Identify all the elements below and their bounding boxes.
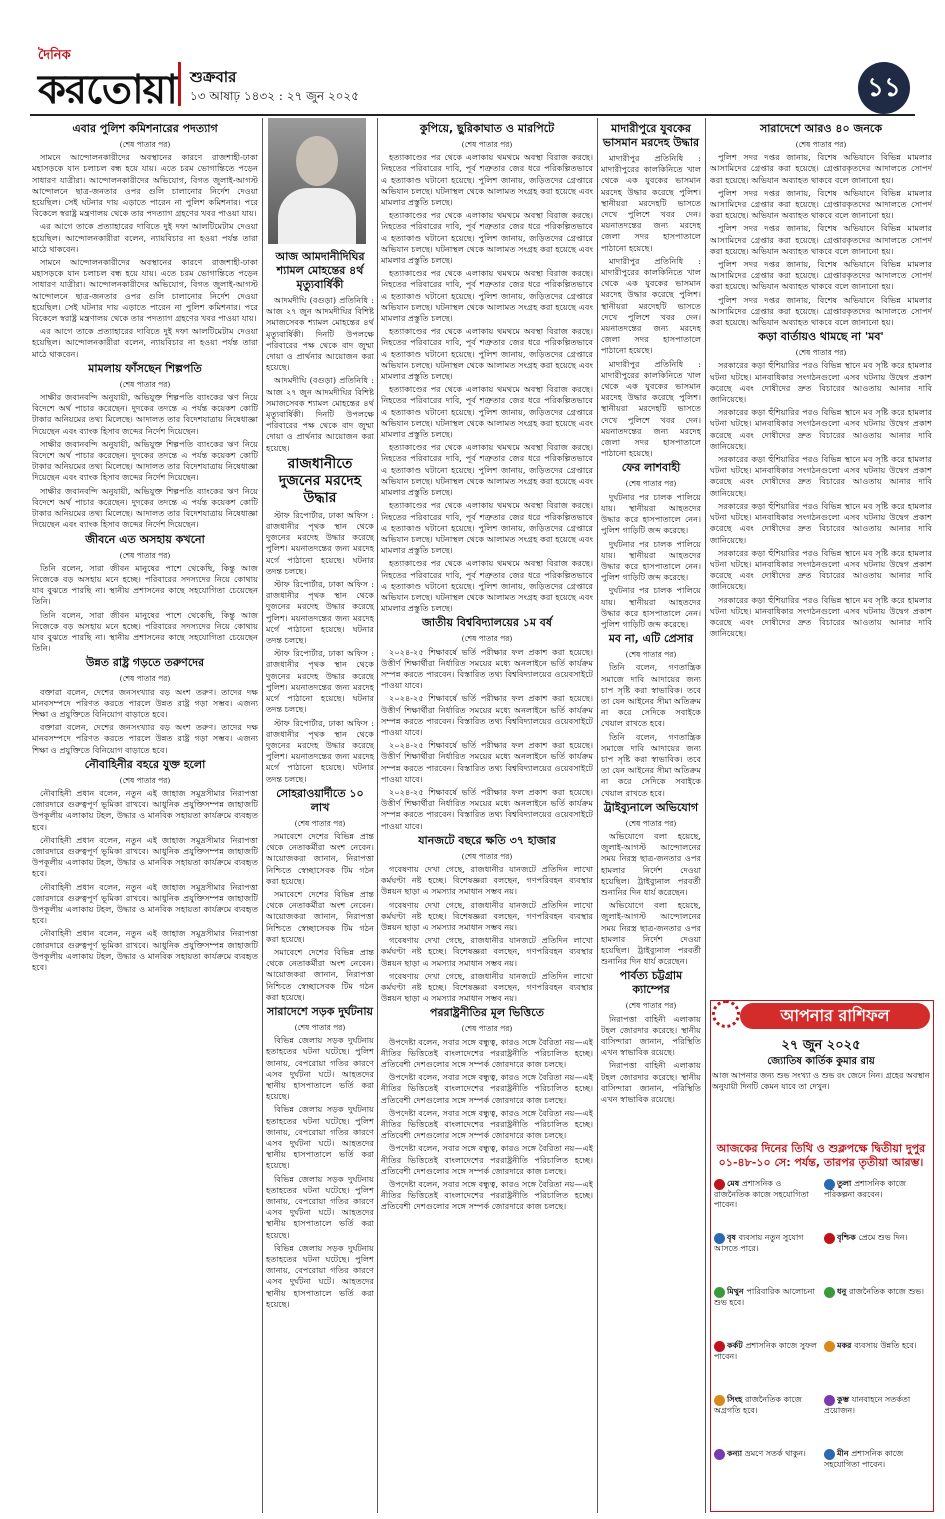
continued-label: (শেষ পাতার পর)	[795, 140, 847, 149]
article-body: তিনি বলেন, সারা জীবন মানুষের পাশে থেকেছি, কিন্তু আজ নিজেকে বড় অসহায় মনে হচ্ছে। পরিবারের সদস্যদের নিয়ে কোথায় যাব বুঝতে পারছি না। স্থানীয় প্রশাসনের কাছে সহযোগিতা চেয়েছেন তিনি।	[32, 562, 258, 607]
zodiac-sign-name: ধনু	[837, 1286, 850, 1296]
column-5	[710, 120, 932, 995]
zodiac-sign-name: মকর	[837, 1340, 855, 1350]
article-body: ২০২৪-২৫ শিক্ষাবর্ষে ভর্তি পরীক্ষার ফল প্রকাশ করা হয়েছে। উত্তীর্ণ শিক্ষার্থীরা নির্ধারিত সময়ের মধ্যে অনলাইনে ভর্তি কার্যক্রম সম্পন্ন করতে পারবেন। বিস্তারিত তথ্য বিশ্ববিদ্যালয়ের ওয়েবসাইটে পাওয়া যাবে।	[381, 740, 593, 784]
masthead-rule	[30, 114, 915, 116]
article-body: সরকারের কড়া হুঁশিয়ারির পরও বিভিন্ন স্থানে মব সৃষ্টি করে হামলার ঘটনা ঘটছে। মানবাধিকার সংগঠনগুলো এসব ঘটনায় উদ্বেগ প্রকাশ করেছে এবং দোষীদের দ্রুত বিচারের আওতায় আনার দাবি জানিয়েছে।	[710, 500, 932, 545]
continued-label: (শেষ পাতার পর)	[294, 1022, 346, 1032]
continued-label: (শেষ পাতার পর)	[625, 479, 677, 489]
article-body: স্টাফ রিপোর্টার, ঢাকা অফিস : রাজধানীর পৃথক স্থান থেকে দুজনের মরদেহ উদ্ধার করেছে পুলিশ। ময়নাতদন্তের জন্য মরদেহ মর্গে পাঠানো হয়েছে। ঘটনার তদন্ত চলছে।	[266, 648, 374, 715]
zodiac-sign-name: বৃশ্চিক	[837, 1232, 859, 1242]
article-body: সরকারের কড়া হুঁশিয়ারির পরও বিভিন্ন স্থানে মব সৃষ্টি করে হামলার ঘটনা ঘটছে। মানবাধিকার সংগঠনগুলো এসব ঘটনায় উদ্বেগ প্রকাশ করেছে এবং দোষীদের দ্রুত বিচারের আওতায় আনার দাবি জানিয়েছে।	[710, 454, 932, 498]
column-rule	[262, 118, 263, 1513]
article-body: ২০২৪-২৫ শিক্ষাবর্ষে ভর্তি পরীক্ষার ফল প্রকাশ করা হয়েছে। উত্তীর্ণ শিক্ষার্থীরা নির্ধারিত সময়ের মধ্যে অনলাইনে ভর্তি কার্যক্রম সম্পন্ন করতে পারবেন। বিস্তারিত তথ্য বিশ্ববিদ্যালয়ের ওয়েবসাইটে পাওয়া যাবে।	[381, 646, 593, 691]
zodiac-sign-text: ব্যবসায় উন্নতি হবে।	[854, 1341, 917, 1350]
article-body: স্টাফ রিপোর্টার, ঢাকা অফিস : রাজধানীর পৃথক স্থান থেকে দুজনের মরদেহ উদ্ধার করেছে পুলিশ। ময়নাতদন্তের জন্য মরদেহ মর্গে পাঠানো হয়েছে। ঘটনার তদন্ত চলছে।	[266, 509, 374, 576]
headline[interactable]: সোহরাওয়ার্দীতে ১০ লাখ	[276, 786, 364, 814]
headline[interactable]: মাদারীপুরে যুবকের ভাসমান মরদেহ উদ্ধার	[602, 122, 700, 149]
column-rule	[705, 118, 706, 1513]
headline[interactable]: নৌবাহিনীর বহরে যুক্ত হলো	[84, 757, 206, 771]
article-body: উপদেষ্টা বলেন, সবার সঙ্গে বন্ধুত্ব, কারও সঙ্গে বৈরিতা নয়—এই নীতির ভিত্তিতেই বাংলাদেশের পররাষ্ট্রনীতি পরিচালিত হচ্ছে। প্রতিবেশী দেশগুলোর সঙ্গে সম্পর্ক জোরদারে কাজ চলছে।	[381, 1143, 593, 1176]
zodiac-symbol-icon	[824, 1233, 835, 1244]
article-body: বিভিন্ন জেলায় সড়ক দুর্ঘটনায় হতাহতের ঘটনা ঘটেছে। পুলিশ জানায়, বেপরোয়া গতির কারণে এসব দুর্ঘটনা ঘটে। আহতদের স্থানীয় হাসপাতালে ভর্তি করা হয়েছে।	[266, 1035, 374, 1102]
headline[interactable]: ফের লাশবাহী	[621, 461, 681, 475]
headline[interactable]: মব না, এটি প্রেসার	[608, 632, 694, 646]
article-body: হত্যাকাণ্ডের পর থেকে এলাকায় থমথমে অবস্থা বিরাজ করছে। নিহতের পরিবারের দাবি, পূর্ব শত্রুতার জের ধরে পরিকল্পিতভাবে এ হত্যাকাণ্ড ঘটানো হয়েছে। পুলিশ জানায়, জড়িতদের গ্রেপ্তারে অভিযান চলছে। ঘটনাস্থল থেকে আলামত সংগ্রহ করা হয়েছে এবং মামলার প্রস্তুতি চলছে।	[381, 152, 593, 208]
article-body: বিভিন্ন জেলায় সড়ক দুর্ঘটনায় হতাহতের ঘটনা ঘটেছে। পুলিশ জানায়, বেপরোয়া গতির কারণে এসব দুর্ঘটনা ঘটে। আহতদের স্থানীয় হাসপাতালে ভর্তি করা হয়েছে।	[266, 1242, 374, 1309]
article-body: অভিযোগে বলা হয়েছে, জুলাই-আগস্ট আন্দোলনের সময় নিরস্ত্র ছাত্র-জনতার ওপর হামলার নির্দেশ দেওয়া হয়েছিল। ট্রাইব্যুনাল পরবর্তী শুনানির দিন ধার্য করেছেন।	[601, 900, 701, 967]
continued-label: (শেষ পাতার পর)	[119, 775, 171, 785]
zodiac-symbol-icon	[824, 1341, 835, 1352]
article-body: আদমদীঘি (বগুড়া) প্রতিনিধি : আজ ২৭ জুন আদমদীঘির বিশিষ্ট সমাজসেবক শ্যামল মোহন্তের ৪র্থ মৃত্যুবার্ষিকী। দিনটি উপলক্ষে পরিবারের পক্ষ থেকে বাদ জুম্মা দোয়া ও প্রার্থনার আয়োজন করা হয়েছে।	[266, 295, 374, 373]
article-body: সামনে আন্দোলনকারীদের অবস্থানের কারণে রাজশাহী-ঢাকা মহাসড়কে যান চলাচল বন্ধ হয়ে যায়। এতে চরম ভোগান্তিতে পড়েন সাধারণ যাত্রীরা। আন্দোলনকারীদের অভিযোগ, বিগত জুলাই-আগস্ট আন্দোলনে ছাত্র-জনতার ওপর গুলি চালানোর নির্দেশ দেওয়া হয়েছিল। সেই ঘটনার দায় এড়াতে পারেন না পুলিশ কমিশনার। পরে বিকেলে স্বরাষ্ট্র মন্ত্রণালয় থেকে তার পদত্যাগ গ্রহণের খবর পাওয়া যায়।	[32, 152, 258, 219]
zodiac-sign-name: মীন	[837, 1448, 852, 1458]
zodiac-sign-name: মিথুন	[727, 1286, 747, 1296]
article-body: সাক্ষীর জবানবন্দি অনুযায়ী, অভিযুক্ত শিল্পপতি ব্যাংকের ঋণ নিয়ে বিদেশে অর্থ পাচার করেছেন। দুদকের তদন্তে এ পর্যন্ত কয়েকশ কোটি টাকার অনিয়মের তথ্য মিলেছে। আদালত তার বিদেশযাত্রায় নিষেধাজ্ঞা দিয়েছেন এবং ব্যাংক হিসাব জব্দের নির্দেশ দিয়েছেন।	[32, 485, 258, 530]
article-body: সরকারের কড়া হুঁশিয়ারির পরও বিভিন্ন স্থানে মব সৃষ্টি করে হামলার ঘটনা ঘটছে। মানবাধিকার সংগঠনগুলো এসব ঘটনায় উদ্বেগ প্রকাশ করেছে এবং দোষীদের দ্রুত বিচারের আওতায় আনার দাবি জানিয়েছে।	[710, 407, 932, 451]
article-body: তিনি বলেন, গণতান্ত্রিক সমাজে দাবি আদায়ের জন্য চাপ সৃষ্টি করা স্বাভাবিক। তবে তা যেন আইনের সীমা অতিক্রম না করে সেদিকে সবাইকে খেয়াল রাখতে হবে।	[601, 662, 701, 729]
column-1	[32, 120, 258, 1510]
article-body: এর আগে তাকে প্রত্যাহারের দাবিতে দুই দফা আলটিমেটাম দেওয়া হয়েছিল। আন্দোলনকারীরা বলেন, ন্যায়বিচার না হওয়া পর্যন্ত তারা মাঠে থাকবেন।	[32, 221, 258, 254]
article-body: সাক্ষীর জবানবন্দি অনুযায়ী, অভিযুক্ত শিল্পপতি ব্যাংকের ঋণ নিয়ে বিদেশে অর্থ পাচার করেছেন। দুদকের তদন্তে এ পর্যন্ত কয়েকশ কোটি টাকার অনিয়মের তথ্য মিলেছে। আদালত তার বিদেশযাত্রায় নিষেধাজ্ঞা দিয়েছেন এবং ব্যাংক হিসাব জব্দের নির্দেশ দিয়েছেন।	[32, 392, 258, 436]
article-body: সরকারের কড়া হুঁশিয়ারির পরও বিভিন্ন স্থানে মব সৃষ্টি করে হামলার ঘটনা ঘটছে। মানবাধিকার সংগঠনগুলো এসব ঘটনায় উদ্বেগ প্রকাশ করেছে এবং দোষীদের দ্রুত বিচারের আওতায় আনার দাবি জানিয়েছে।	[710, 594, 932, 639]
article-body: বক্তারা বলেন, দেশের জনসংখ্যার বড় অংশ তরুণ। তাদের দক্ষ মানবসম্পদে পরিণত করতে পারলে উন্নত রাষ্ট্র গড়া সম্ভব। এজন্য শিক্ষা ও প্রযুক্তিতে বিনিয়োগ বাড়াতে হবে।	[32, 722, 258, 755]
column-rule	[377, 118, 378, 1513]
article-body: হত্যাকাণ্ডের পর থেকে এলাকায় থমথমে অবস্থা বিরাজ করছে। নিহতের পরিবারের দাবি, পূর্ব শত্রুতার জের ধরে পরিকল্পিতভাবে এ হত্যাকাণ্ড ঘটানো হয়েছে। পুলিশ জানায়, জড়িতদের গ্রেপ্তারে অভিযান চলছে। ঘটনাস্থল থেকে আলামত সংগ্রহ করা হয়েছে এবং মামলার প্রস্তুতি চলছে।	[381, 500, 593, 556]
article-body: সাক্ষীর জবানবন্দি অনুযায়ী, অভিযুক্ত শিল্পপতি ব্যাংকের ঋণ নিয়ে বিদেশে অর্থ পাচার করেছেন। দুদকের তদন্তে এ পর্যন্ত কয়েকশ কোটি টাকার অনিয়মের তথ্য মিলেছে। আদালত তার বিদেশযাত্রায় নিষেধাজ্ঞা দিয়েছেন এবং ব্যাংক হিসাব জব্দের নির্দেশ দিয়েছেন।	[32, 438, 258, 483]
horoscope-date: ২৭ জুন ২০২৫	[781, 1038, 861, 1053]
headline[interactable]: কুপিয়ে, ছুরিকাঘাত ও মারপিটে	[419, 122, 555, 135]
zodiac-symbol-icon	[824, 1449, 835, 1460]
headline[interactable]: এবার পুলিশ কমিশনারের পদত্যাগ	[72, 122, 218, 135]
headline[interactable]: রাজধানীতে দুজনের মরদেহ উদ্ধার	[278, 455, 362, 506]
zodiac-symbol-icon	[824, 1395, 835, 1406]
logo-subtitle: দৈনিক	[38, 48, 71, 63]
issue-date: ১৩ আষাঢ় ১৪৩২ : ২৭ জুন ২০২৫	[190, 89, 360, 103]
headline[interactable]: জাতীয় বিশ্ববিদ্যালয়ের ১ম বর্ষ	[422, 616, 552, 630]
headline[interactable]: জীবনে এত অসহায় কখনো	[85, 532, 205, 546]
zodiac-sign-entry	[824, 1394, 928, 1416]
zodiac-sign-entry	[824, 1448, 928, 1470]
article-body: হত্যাকাণ্ডের পর থেকে এলাকায় থমথমে অবস্থা বিরাজ করছে। নিহতের পরিবারের দাবি, পূর্ব শত্রুতার জের ধরে পরিকল্পিতভাবে এ হত্যাকাণ্ড ঘটানো হয়েছে। পুলিশ জানায়, জড়িতদের গ্রেপ্তারে অভিযান চলছে। ঘটনাস্থল থেকে আলামত সংগ্রহ করা হয়েছে এবং মামলার প্রস্তুতি চলছে।	[381, 384, 593, 440]
article-body: সমাবেশে দেশের বিভিন্ন প্রান্ত থেকে নেতাকর্মীরা অংশ নেবেন। আয়োজকরা জানান, নিরাপত্তা নিশ্চিতে স্বেচ্ছাসেবক টিম গঠন করা হয়েছে।	[266, 946, 374, 1002]
continued-label: (শেষ পাতার পর)	[119, 140, 171, 149]
headline[interactable]: মামলায় ফাঁসছেন শিল্পপতি	[88, 361, 202, 375]
zodiac-sign-text: রাজনৈতিক কাজে শুভ।	[849, 1287, 925, 1296]
horoscope-title: আপনার রাশিফল	[740, 1003, 930, 1029]
zodiac-symbol-icon	[824, 1287, 835, 1298]
article-body: এর আগে তাকে প্রত্যাহারের দাবিতে দুই দফা আলটিমেটাম দেওয়া হয়েছিল। আন্দোলনকারীরা বলেন, ন্যায়বিচার না হওয়া পর্যন্ত তারা মাঠে থাকবেন।	[32, 326, 258, 359]
zodiac-sign-text: রাজনৈতিক কাজে অগ্রগতি হবে।	[714, 1395, 802, 1415]
zodiac-symbol-icon	[714, 1179, 725, 1190]
zodiac-symbol-icon	[824, 1179, 835, 1190]
article-body: পুলিশ সদর দপ্তর জানায়, বিশেষ অভিযানে বিভিন্ন মামলার আসামিদের গ্রেপ্তার করা হয়েছে। গ্রেপ্তারকৃতদের আদালতে সোপর্দ করা হয়েছে। অভিযান অব্যাহত থাকবে বলে জানানো হয়।	[710, 259, 932, 292]
headline[interactable]: যানজটে বছরে ক্ষতি ৩৭ হাজার	[418, 833, 556, 847]
headline[interactable]: আজ আমদানীদিঘির শ্যামল মোহন্তের ৪র্থ মৃত্যুবার্ষিকী	[275, 250, 365, 291]
zodiac-sign-name: সিংহ	[727, 1394, 746, 1404]
zodiac-sign-name: মেষ	[727, 1178, 742, 1188]
article-body: হত্যাকাণ্ডের পর থেকে এলাকায় থমথমে অবস্থা বিরাজ করছে। নিহতের পরিবারের দাবি, পূর্ব শত্রুতার জের ধরে পরিকল্পিতভাবে এ হত্যাকাণ্ড ঘটানো হয়েছে। পুলিশ জানায়, জড়িতদের গ্রেপ্তারে অভিযান চলছে। ঘটনাস্থল থেকে আলামত সংগ্রহ করা হয়েছে এবং মামলার প্রস্তুতি চলছে।	[381, 268, 593, 324]
zodiac-sign-text: ভ্রমণে সতর্ক থাকুন।	[744, 1449, 806, 1458]
column-rule	[597, 118, 598, 1513]
zodiac-sign-entry	[824, 1286, 928, 1298]
article-body: পুলিশ সদর দপ্তর জানায়, বিশেষ অভিযানে বিভিন্ন মামলার আসামিদের গ্রেপ্তার করা হয়েছে। গ্রেপ্তারকৃতদের আদালতে সোপর্দ করা হয়েছে। অভিযান অব্যাহত থাকবে বলে জানানো হয়।	[710, 223, 932, 256]
article-body: পুলিশ সদর দপ্তর জানায়, বিশেষ অভিযানে বিভিন্ন মামলার আসামিদের গ্রেপ্তার করা হয়েছে। গ্রেপ্তারকৃতদের আদালতে সোপর্দ করা হয়েছে। অভিযান অব্যাহত থাকবে বলে জানানো হয়।	[710, 152, 932, 185]
article-body: হত্যাকাণ্ডের পর থেকে এলাকায় থমথমে অবস্থা বিরাজ করছে। নিহতের পরিবারের দাবি, পূর্ব শত্রুতার জের ধরে পরিকল্পিতভাবে এ হত্যাকাণ্ড ঘটানো হয়েছে। পুলিশ জানায়, জড়িতদের গ্রেপ্তারে অভিযান চলছে। ঘটনাস্থল থেকে আলামত সংগ্রহ করা হয়েছে এবং মামলার প্রস্তুতি চলছে।	[381, 210, 593, 266]
horoscope-intro: আজ আপনার জন্য শুভ সংখ্যা ও শুভ রং জেনে নিন। গ্রহের অবস্থান অনুযায়ী দিনটি কেমন যাবে তা দেখুন।	[712, 1071, 930, 1091]
headline[interactable]: উন্নত রাষ্ট্র গড়তে তরুণদের	[85, 656, 205, 670]
article-body: গবেষণায় দেখা গেছে, রাজধানীর যানজটে প্রতিদিন লাখো কর্মঘণ্টা নষ্ট হচ্ছে। বিশেষজ্ঞরা বলছেন, গণপরিবহন ব্যবস্থার উন্নয়ন ছাড়া এ সমস্যার সমাধান সম্ভব নয়।	[381, 935, 593, 968]
article-body: ২০২৪-২৫ শিক্ষাবর্ষে ভর্তি পরীক্ষার ফল প্রকাশ করা হয়েছে। উত্তীর্ণ শিক্ষার্থীরা নির্ধারিত সময়ের মধ্যে অনলাইনে ভর্তি কার্যক্রম সম্পন্ন করতে পারবেন। বিস্তারিত তথ্য বিশ্ববিদ্যালয়ের ওয়েবসাইটে পাওয়া যাবে।	[381, 786, 593, 831]
continued-label: (শেষ পাতার পর)	[625, 1001, 677, 1011]
zodiac-sign-entry	[824, 1340, 928, 1352]
continued-label: (শেষ পাতার পর)	[625, 650, 677, 660]
portrait-head	[296, 136, 338, 186]
continued-label: (শেষ পাতার পর)	[461, 851, 513, 861]
zodiac-sign-name: কন্যা	[727, 1448, 745, 1458]
portrait-photo	[268, 118, 366, 244]
continued-label: (শেষ পাতার পর)	[461, 140, 513, 149]
zodiac-sign-text: প্রশাসনিক কাজে সহযোগিতা পাবেন।	[824, 1449, 904, 1469]
continued-label: (শেষ পাতার পর)	[461, 634, 513, 644]
zodiac-sign-entry	[824, 1178, 928, 1200]
zodiac-wheel-icon	[712, 1000, 740, 1028]
article-body: নৌবাহিনী প্রধান বলেন, নতুন এই জাহাজ সমুদ্রসীমার নিরাপত্তা জোরদারে গুরুত্বপূর্ণ ভূমিকা রাখবে। আধুনিক প্রযুক্তিসম্পন্ন জাহাজটি উপকূলীয় এলাকায় টহল, উদ্ধার ও মানবিক সহায়তা কার্যক্রমে ব্যবহৃত হবে।	[32, 787, 258, 832]
article-body: স্টাফ রিপোর্টার, ঢাকা অফিস : রাজধানীর পৃথক স্থান থেকে দুজনের মরদেহ উদ্ধার করেছে পুলিশ। ময়নাতদন্তের জন্য মরদেহ মর্গে পাঠানো হয়েছে। ঘটনার তদন্ত চলছে।	[266, 717, 374, 784]
continued-label: (শেষ পাতার পর)	[119, 550, 171, 560]
article-body: উপদেষ্টা বলেন, সবার সঙ্গে বন্ধুত্ব, কারও সঙ্গে বৈরিতা নয়—এই নীতির ভিত্তিতেই বাংলাদেশের পররাষ্ট্রনীতি পরিচালিত হচ্ছে। প্রতিবেশী দেশগুলোর সঙ্গে সম্পর্ক জোরদারে কাজ চলছে।	[381, 1179, 593, 1212]
zodiac-sign-entry	[714, 1394, 818, 1416]
article-body: আদমদীঘি (বগুড়া) প্রতিনিধি : আজ ২৭ জুন আদমদীঘির বিশিষ্ট সমাজসেবক শ্যামল মোহন্তের ৪র্থ মৃত্যুবার্ষিকী। দিনটি উপলক্ষে পরিবারের পক্ষ থেকে বাদ জুম্মা দোয়া ও প্রার্থনার আয়োজন করা হয়েছে।	[266, 375, 374, 453]
zodiac-sign-name: তুলা	[837, 1178, 855, 1188]
article-body: গবেষণায় দেখা গেছে, রাজধানীর যানজটে প্রতিদিন লাখো কর্মঘণ্টা নষ্ট হচ্ছে। বিশেষজ্ঞরা বলছেন, গণপরিবহন ব্যবস্থার উন্নয়ন ছাড়া এ সমস্যার সমাধান সম্ভব নয়।	[381, 899, 593, 932]
article-body: বিভিন্ন জেলায় সড়ক দুর্ঘটনায় হতাহতের ঘটনা ঘটেছে। পুলিশ জানায়, বেপরোয়া গতির কারণে এসব দুর্ঘটনা ঘটে। আহতদের স্থানীয় হাসপাতালে ভর্তি করা হয়েছে।	[266, 1173, 374, 1240]
article-body: তিনি বলেন, সারা জীবন মানুষের পাশে থেকেছি, কিন্তু আজ নিজেকে বড় অসহায় মনে হচ্ছে। পরিবারের সদস্যদের নিয়ে কোথায় যাব বুঝতে পারছি না। স্থানীয় প্রশাসনের কাছে সহযোগিতা চেয়েছেন তিনি।	[32, 609, 258, 654]
zodiac-symbol-icon	[714, 1287, 725, 1298]
zodiac-sign-entry	[714, 1340, 818, 1362]
article-body: নৌবাহিনী প্রধান বলেন, নতুন এই জাহাজ সমুদ্রসীমার নিরাপত্তা জোরদারে গুরুত্বপূর্ণ ভূমিকা রাখবে। আধুনিক প্রযুক্তিসম্পন্ন জাহাজটি উপকূলীয় এলাকায় টহল, উদ্ধার ও মানবিক সহায়তা কার্যক্রমে ব্যবহৃত হবে।	[32, 881, 258, 926]
article-body: পুলিশ সদর দপ্তর জানায়, বিশেষ অভিযানে বিভিন্ন মামলার আসামিদের গ্রেপ্তার করা হয়েছে। গ্রেপ্তারকৃতদের আদালতে সোপর্দ করা হয়েছে। অভিযান অব্যাহত থাকবে বলে জানানো হয়।	[710, 187, 932, 221]
article-body: নিরাপত্তা বাহিনী এলাকায় টহল জোরদার করেছে। স্থানীয় বাসিন্দারা জানান, পরিস্থিতি এখন স্বাভাবিক রয়েছে।	[601, 1013, 701, 1058]
zodiac-sign-name: কর্কট	[727, 1340, 746, 1350]
logo-divider	[178, 62, 181, 106]
zodiac-sign-text: পারিবারিক আলোচনা শুভ হবে।	[714, 1287, 815, 1307]
zodiac-symbol-icon	[714, 1395, 725, 1406]
zodiac-sign-text: যানবাহনে সতর্কতা প্রয়োজন।	[824, 1395, 911, 1415]
headline[interactable]: সারাদেশে সড়ক দুর্ঘটনায়	[266, 1004, 374, 1018]
article-body: হত্যাকাণ্ডের পর থেকে এলাকায় থমথমে অবস্থা বিরাজ করছে। নিহতের পরিবারের দাবি, পূর্ব শত্রুতার জের ধরে পরিকল্পিতভাবে এ হত্যাকাণ্ড ঘটানো হয়েছে। পুলিশ জানায়, জড়িতদের গ্রেপ্তারে অভিযান চলছে। ঘটনাস্থল থেকে আলামত সংগ্রহ করা হয়েছে এবং মামলার প্রস্তুতি চলছে।	[381, 326, 593, 382]
zodiac-sign-entry	[714, 1178, 818, 1211]
article-body: উপদেষ্টা বলেন, সবার সঙ্গে বন্ধুত্ব, কারও সঙ্গে বৈরিতা নয়—এই নীতির ভিত্তিতেই বাংলাদেশের পররাষ্ট্রনীতি পরিচালিত হচ্ছে। প্রতিবেশী দেশগুলোর সঙ্গে সম্পর্ক জোরদারে কাজ চলছে।	[381, 1036, 593, 1070]
article-body: নৌবাহিনী প্রধান বলেন, নতুন এই জাহাজ সমুদ্রসীমার নিরাপত্তা জোরদারে গুরুত্বপূর্ণ ভূমিকা রাখবে। আধুনিক প্রযুক্তিসম্পন্ন জাহাজটি উপকূলীয় এলাকায় টহল, উদ্ধার ও মানবিক সহায়তা কার্যক্রমে ব্যবহৃত হবে।	[32, 928, 258, 972]
masthead	[0, 0, 945, 120]
issue-day: শুক্রবার	[190, 68, 237, 86]
article-body: সরকারের কড়া হুঁশিয়ারির পরও বিভিন্ন স্থানে মব সৃষ্টি করে হামলার ঘটনা ঘটছে। মানবাধিকার সংগঠনগুলো এসব ঘটনায় উদ্বেগ প্রকাশ করেছে এবং দোষীদের দ্রুত বিচারের আওতায় আনার দাবি জানিয়েছে।	[710, 360, 932, 405]
headline[interactable]: সারাদেশে আরও ৪০ জনকে	[759, 122, 883, 135]
article-body: গবেষণায় দেখা গেছে, রাজধানীর যানজটে প্রতিদিন লাখো কর্মঘণ্টা নষ্ট হচ্ছে। বিশেষজ্ঞরা বলছেন, গণপরিবহন ব্যবস্থার উন্নয়ন ছাড়া এ সমস্যার সমাধান সম্ভব নয়।	[381, 970, 593, 1004]
zodiac-sign-name: বৃষ	[727, 1232, 739, 1242]
zodiac-sign-entry	[714, 1286, 818, 1308]
zodiac-sign-text: ব্যবসায় নতুন সুযোগ আসতে পারে।	[714, 1233, 804, 1253]
continued-label: (শেষ পাতার পর)	[119, 379, 171, 389]
newspaper-logo: করতোয়া	[38, 67, 177, 113]
page-number-badge: ১১	[858, 62, 910, 114]
article-body: সামনে আন্দোলনকারীদের অবস্থানের কারণে রাজশাহী-ঢাকা মহাসড়কে যান চলাচল বন্ধ হয়ে যায়। এতে চরম ভোগান্তিতে পড়েন সাধারণ যাত্রীরা। আন্দোলনকারীদের অভিযোগ, বিগত জুলাই-আগস্ট আন্দোলনে ছাত্র-জনতার ওপর গুলি চালানোর নির্দেশ দেওয়া হয়েছিল। সেই ঘটনার দায় এড়াতে পারেন না পুলিশ কমিশনার। পরে বিকেলে স্বরাষ্ট্র মন্ত্রণালয় থেকে তার পদত্যাগ গ্রহণের খবর পাওয়া যায়।	[32, 257, 258, 324]
article-body: সমাবেশে দেশের বিভিন্ন প্রান্ত থেকে নেতাকর্মীরা অংশ নেবেন। আয়োজকরা জানান, নিরাপত্তা নিশ্চিতে স্বেচ্ছাসেবক টিম গঠন করা হয়েছে।	[266, 830, 374, 886]
headline[interactable]: কড়া বার্তায়ও থামছে না 'মব'	[758, 330, 884, 344]
headline[interactable]: পররাষ্ট্রনীতির মূল ভিত্তিতে	[430, 1006, 544, 1020]
zodiac-sign-text: প্রশাসনিক কাজে সুফল পাবেন।	[714, 1341, 817, 1361]
column-3	[381, 120, 593, 1510]
zodiac-sign-entry	[714, 1232, 818, 1254]
article-body: গবেষণায় দেখা গেছে, রাজধানীর যানজটে প্রতিদিন লাখো কর্মঘণ্টা নষ্ট হচ্ছে। বিশেষজ্ঞরা বলছেন, গণপরিবহন ব্যবস্থার উন্নয়ন ছাড়া এ সমস্যার সমাধান সম্ভব নয়।	[381, 863, 593, 897]
article-body: বিভিন্ন জেলায় সড়ক দুর্ঘটনায় হতাহতের ঘটনা ঘটেছে। পুলিশ জানায়, বেপরোয়া গতির কারণে এসব দুর্ঘটনা ঘটে। আহতদের স্থানীয় হাসপাতালে ভর্তি করা হয়েছে।	[266, 1104, 374, 1171]
zodiac-sign-entry	[714, 1448, 818, 1460]
article-body: দুর্ঘটনার পর চালক পালিয়ে যায়। স্থানীয়রা আহতদের উদ্ধার করে হাসপাতালে নেন। পুলিশ গাড়িটি জব্দ করেছে।	[601, 585, 701, 629]
continued-label: (শেষ পাতার পর)	[294, 818, 346, 828]
continued-label: (শেষ পাতার পর)	[461, 1024, 513, 1034]
article-body: নিরাপত্তা বাহিনী এলাকায় টহল জোরদার করেছে। স্থানীয় বাসিন্দারা জানান, পরিস্থিতি এখন স্বাভাবিক রয়েছে।	[601, 1060, 701, 1105]
zodiac-symbol-icon	[714, 1233, 725, 1244]
zodiac-sign-text: প্রেমে শুভ দিন।	[858, 1233, 908, 1242]
article-body: হত্যাকাণ্ডের পর থেকে এলাকায় থমথমে অবস্থা বিরাজ করছে। নিহতের পরিবারের দাবি, পূর্ব শত্রুতার জের ধরে পরিকল্পিতভাবে এ হত্যাকাণ্ড ঘটানো হয়েছে। পুলিশ জানায়, জড়িতদের গ্রেপ্তারে অভিযান চলছে। ঘটনাস্থল থেকে আলামত সংগ্রহ করা হয়েছে এবং মামলার প্রস্তুতি চলছে।	[381, 558, 593, 614]
article-body: অভিযোগে বলা হয়েছে, জুলাই-আগস্ট আন্দোলনের সময় নিরস্ত্র ছাত্র-জনতার ওপর হামলার নির্দেশ দেওয়া হয়েছিল। ট্রাইব্যুনাল পরবর্তী শুনানির দিন ধার্য করেছেন।	[601, 830, 701, 897]
article-body: হত্যাকাণ্ডের পর থেকে এলাকায় থমথমে অবস্থা বিরাজ করছে। নিহতের পরিবারের দাবি, পূর্ব শত্রুতার জের ধরে পরিকল্পিতভাবে এ হত্যাকাণ্ড ঘটানো হয়েছে। পুলিশ জানায়, জড়িতদের গ্রেপ্তারে অভিযান চলছে। ঘটনাস্থল থেকে আলামত সংগ্রহ করা হয়েছে এবং মামলার প্রস্তুতি চলছে।	[381, 442, 593, 498]
article-body: দুর্ঘটনার পর চালক পালিয়ে যায়। স্থানীয়রা আহতদের উদ্ধার করে হাসপাতালে নেন। পুলিশ গাড়িটি জব্দ করেছে।	[601, 538, 701, 583]
headline[interactable]: পার্বত্য চট্টগ্রাম ক্যাম্পের	[619, 969, 683, 997]
headline[interactable]: ট্রাইব্যুনালে অভিযোগ	[603, 800, 699, 814]
continued-label: (শেষ পাতার পর)	[119, 674, 171, 684]
column-4	[601, 120, 701, 1510]
continued-label: (শেষ পাতার পর)	[625, 818, 677, 828]
article-body: তিনি বলেন, গণতান্ত্রিক সমাজে দাবি আদায়ের জন্য চাপ সৃষ্টি করা স্বাভাবিক। তবে তা যেন আইনের সীমা অতিক্রম না করে সেদিকে সবাইকে খেয়াল রাখতে হবে।	[601, 731, 701, 798]
article-body: সমাবেশে দেশের বিভিন্ন প্রান্ত থেকে নেতাকর্মীরা অংশ নেবেন। আয়োজকরা জানান, নিরাপত্তা নিশ্চিতে স্বেচ্ছাসেবক টিম গঠন করা হয়েছে।	[266, 888, 374, 944]
portrait-body	[278, 188, 356, 244]
article-body: মাদারীপুর প্রতিনিধি : মাদারীপুরের কালকিনিতে খাল থেকে এক যুবকের ভাসমান মরদেহ উদ্ধার করেছে পুলিশ। স্থানীয়রা মরদেহটি ভাসতে দেখে পুলিশে খবর দেন। ময়নাতদন্তের জন্য মরদেহ জেলা সদর হাসপাতালে পাঠানো হয়েছে।	[601, 153, 701, 253]
horoscope-author: জ্যোতিষ কার্তিক কুমার রায়	[767, 1056, 875, 1067]
zodiac-sign-text: প্রশাসনিক কাজে পরিকল্পনা করবেন।	[824, 1179, 906, 1199]
zodiac-symbol-icon	[714, 1341, 725, 1352]
article-body: উপদেষ্টা বলেন, সবার সঙ্গে বন্ধুত্ব, কারও সঙ্গে বৈরিতা নয়—এই নীতির ভিত্তিতেই বাংলাদেশের পররাষ্ট্রনীতি পরিচালিত হচ্ছে। প্রতিবেশী দেশগুলোর সঙ্গে সম্পর্ক জোরদারে কাজ চলছে।	[381, 1107, 593, 1141]
article-body: নৌবাহিনী প্রধান বলেন, নতুন এই জাহাজ সমুদ্রসীমার নিরাপত্তা জোরদারে গুরুত্বপূর্ণ ভূমিকা রাখবে। আধুনিক প্রযুক্তিসম্পন্ন জাহাজটি উপকূলীয় এলাকায় টহল, উদ্ধার ও মানবিক সহায়তা কার্যক্রমে ব্যবহৃত হবে।	[32, 834, 258, 879]
zodiac-symbol-icon	[714, 1449, 725, 1460]
article-body: মাদারীপুর প্রতিনিধি : মাদারীপুরের কালকিনিতে খাল থেকে এক যুবকের ভাসমান মরদেহ উদ্ধার করেছে পুলিশ। স্থানীয়রা মরদেহটি ভাসতে দেখে পুলিশে খবর দেন। ময়নাতদন্তের জন্য মরদেহ জেলা সদর হাসপাতালে পাঠানো হয়েছে।	[601, 358, 701, 459]
article-body: পুলিশ সদর দপ্তর জানায়, বিশেষ অভিযানে বিভিন্ন মামলার আসামিদের গ্রেপ্তার করা হয়েছে। গ্রেপ্তারকৃতদের আদালতে সোপর্দ করা হয়েছে। অভিযান অব্যাহত থাকবে বলে জানানো হয়।	[710, 294, 932, 328]
zodiac-sign-text: প্রশাসনিক ও রাজনৈতিক কাজে সহযোগিতা পাবেন।	[714, 1179, 809, 1210]
article-body: মাদারীপুর প্রতিনিধি : মাদারীপুরের কালকিনিতে খাল থেকে এক যুবকের ভাসমান মরদেহ উদ্ধার করেছে পুলিশ। স্থানীয়রা মরদেহটি ভাসতে দেখে পুলিশে খবর দেন। ময়নাতদন্তের জন্য মরদেহ জেলা সদর হাসপাতালে পাঠানো হয়েছে।	[601, 255, 701, 356]
tithi-notice: আজকের দিনের তিথি ও শুক্লপক্ষে দ্বিতীয়া দুপুর ০১-৪৮-১০ সে: পর্যন্ত, তারপর তৃতীয়া আরম্ভ।	[716, 1142, 926, 1169]
article-body: স্টাফ রিপোর্টার, ঢাকা অফিস : রাজধানীর পৃথক স্থান থেকে দুজনের মরদেহ উদ্ধার করেছে পুলিশ। ময়নাতদন্তের জন্য মরদেহ মর্গে পাঠানো হয়েছে। ঘটনার তদন্ত চলছে।	[266, 579, 374, 646]
article-body: উপদেষ্টা বলেন, সবার সঙ্গে বন্ধুত্ব, কারও সঙ্গে বৈরিতা নয়—এই নীতির ভিত্তিতেই বাংলাদেশের পররাষ্ট্রনীতি পরিচালিত হচ্ছে। প্রতিবেশী দেশগুলোর সঙ্গে সম্পর্ক জোরদারে কাজ চলছে।	[381, 1072, 593, 1105]
zodiac-sign-name: কুম্ভ	[837, 1394, 852, 1404]
zodiac-sign-entry	[824, 1232, 928, 1244]
continued-label: (শেষ পাতার পর)	[795, 348, 847, 358]
article-body: দুর্ঘটনার পর চালক পালিয়ে যায়। স্থানীয়রা আহতদের উদ্ধার করে হাসপাতালে নেন। পুলিশ গাড়িটি জব্দ করেছে।	[601, 491, 701, 536]
article-body: বক্তারা বলেন, দেশের জনসংখ্যার বড় অংশ তরুণ। তাদের দক্ষ মানবসম্পদে পরিণত করতে পারলে উন্নত রাষ্ট্র গড়া সম্ভব। এজন্য শিক্ষা ও প্রযুক্তিতে বিনিয়োগ বাড়াতে হবে।	[32, 686, 258, 719]
article-body: সরকারের কড়া হুঁশিয়ারির পরও বিভিন্ন স্থানে মব সৃষ্টি করে হামলার ঘটনা ঘটছে। মানবাধিকার সংগঠনগুলো এসব ঘটনায় উদ্বেগ প্রকাশ করেছে এবং দোষীদের দ্রুত বিচারের আওতায় আনার দাবি জানিয়েছে।	[710, 547, 932, 592]
column-2	[266, 248, 374, 1510]
article-body: ২০২৪-২৫ শিক্ষাবর্ষে ভর্তি পরীক্ষার ফল প্রকাশ করা হয়েছে। উত্তীর্ণ শিক্ষার্থীরা নির্ধারিত সময়ের মধ্যে অনলাইনে ভর্তি কার্যক্রম সম্পন্ন করতে পারবেন। বিস্তারিত তথ্য বিশ্ববিদ্যালয়ের ওয়েবসাইটে পাওয়া যাবে।	[381, 693, 593, 737]
